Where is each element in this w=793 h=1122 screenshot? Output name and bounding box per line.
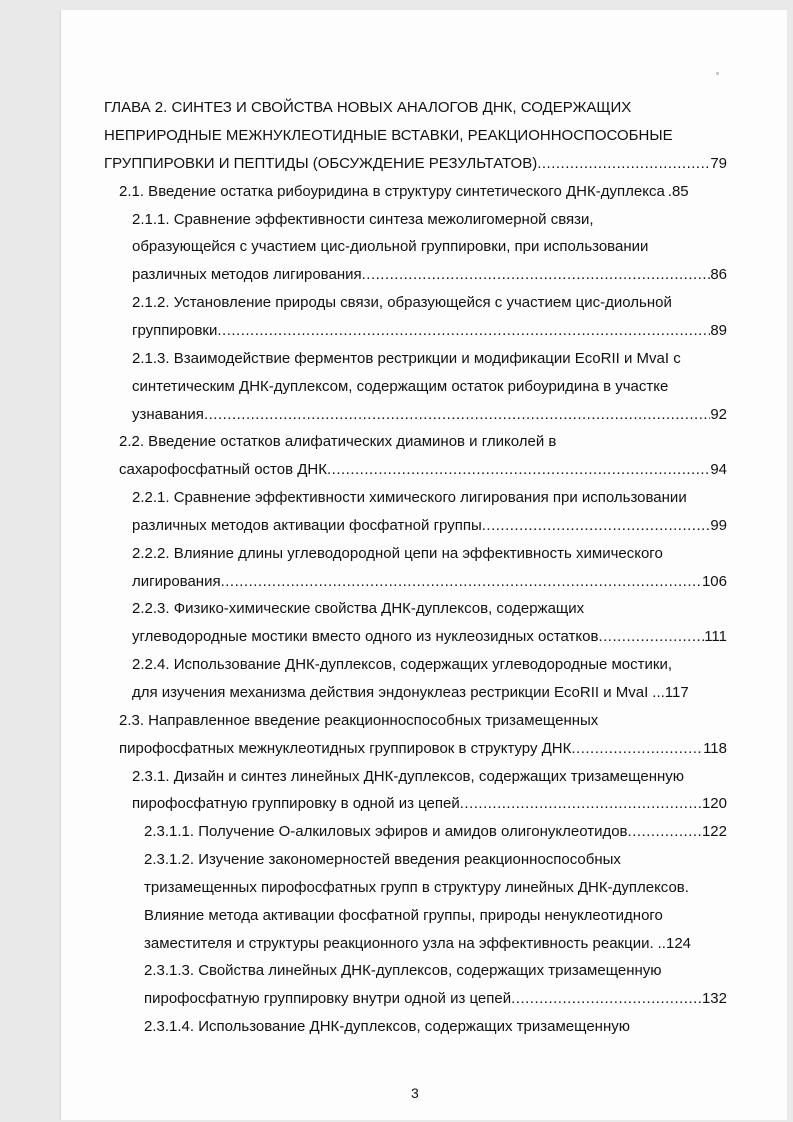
toc-entry-2-2-1[interactable]: [132, 516, 727, 536]
toc-entry-2-2-3-line1: 2.2.3. Физико-химические свойства ДНК-дуплексов, содержащих: [132, 600, 585, 617]
toc-entry-2-3-1-3-line1: 2.3.1.3. Свойства линейных ДНК-дуплексов, содержащих тризамещенную: [144, 962, 662, 979]
toc-entry-page: ...117: [652, 684, 689, 701]
toc-entry-2-2-1-line1: 2.2.1. Сравнение эффективности химического лигирования при использовании: [132, 489, 687, 506]
toc-entry-page: 86: [710, 266, 727, 283]
toc-entry-page: ..124: [657, 935, 692, 952]
toc-entry-page: 92: [710, 406, 727, 423]
toc-entry-page: 79: [710, 155, 727, 172]
toc-entry-title: различных методов активации фосфатной группы: [132, 517, 482, 534]
dot-leader: [482, 516, 711, 536]
toc-entry-title: узнавания: [132, 406, 204, 423]
toc-entry-2-1-1-line2: образующейся с участием цис-диольной группировки, при использовании: [132, 238, 649, 255]
toc-entry-page: 94: [710, 461, 727, 478]
toc-entry-title: для изучения механизма действия эндонуклеаз рестрикции EcoRII и MvaI: [132, 684, 649, 701]
dot-leader: [628, 822, 702, 842]
toc-entry-page: 120: [701, 795, 727, 812]
toc-entry-2-3-1[interactable]: [132, 794, 727, 814]
dot-leader: [571, 739, 703, 759]
toc-chapter-line1: ГЛАВА 2. СИНТЕЗ И СВОЙСТВА НОВЫХ АНАЛОГОВ ДНК, СОДЕРЖАЩИХ: [104, 99, 632, 116]
dot-leader: [204, 405, 710, 425]
document-page: [60, 10, 787, 1120]
dot-leader: [537, 154, 710, 174]
toc-entry-2-2-2[interactable]: [132, 572, 727, 592]
dot-leader: [598, 627, 704, 647]
toc-entry-title: ГРУППИРОВКИ И ПЕПТИДЫ (ОБСУЖДЕНИЕ РЕЗУЛЬТАТОВ): [104, 155, 538, 172]
toc-entry-title: сахарофосфатный остов ДНК: [119, 461, 327, 478]
toc-entry-2-1-3-line2: синтетическим ДНК-дуплексом, содержащим остаток рибоуридина в участке: [132, 378, 669, 395]
toc-entry-page: .85: [667, 183, 689, 200]
page-number: 3: [411, 1085, 419, 1101]
toc-entry-2-3-1-2-line3: Влияние метода активации фосфатной группы, природы ненуклеотидного: [144, 907, 663, 924]
toc-entry-2-1[interactable]: [119, 182, 727, 202]
toc-entry-page: 89: [710, 322, 727, 339]
toc-entry-title: группировки: [132, 322, 218, 339]
toc-entry-title: пирофосфатных межнуклеотидных группировок в структуру ДНК: [119, 740, 572, 757]
toc-entry-2-3[interactable]: [119, 739, 727, 759]
toc-entry-2-3-1-3[interactable]: [144, 989, 727, 1009]
toc-entry-page: 122: [701, 823, 727, 840]
scan-speck: [716, 72, 719, 75]
toc-entry-page: 106: [701, 573, 727, 590]
toc-entry-2-2-4-line1: 2.2.4. Использование ДНК-дуплексов, содержащих углеводородные мостики,: [132, 656, 673, 673]
toc-entry-title: заместителя и структуры реакционного узла на эффективность реакции.: [144, 935, 654, 952]
toc-entry-2-3-1-1[interactable]: [144, 822, 727, 842]
toc-entry-2-1-3-line1: 2.1.3. Взаимодействие ферментов рестрикции и модификации EcoRII и MvaI с: [132, 350, 681, 367]
toc-chapter-line2: НЕПРИРОДНЫЕ МЕЖНУКЛЕОТИДНЫЕ ВСТАВКИ, РЕАКЦИОННОСПОСОБНЫЕ: [104, 127, 673, 144]
toc-entry-title: 2.1. Введение остатка рибоуридина в структуру синтетического ДНК-дуплекса: [119, 183, 665, 200]
toc-entry-2-2-2-line1: 2.2.2. Влияние длины углеводородной цепи на эффективность химического: [132, 545, 663, 562]
toc-entry-2-3-1-2-line2: тризамещенных пирофосфатных групп в структуру линейных ДНК-дуплексов.: [144, 879, 689, 896]
toc-entry-2-1-3[interactable]: [132, 405, 727, 425]
toc-entry-2-3-1-2[interactable]: [144, 934, 727, 954]
toc-entry-page: 111: [704, 628, 727, 645]
toc-entry-chapter-2[interactable]: [104, 154, 727, 174]
toc-entry-2-3-1-4-line1: 2.3.1.4. Использование ДНК-дуплексов, содержащих тризамещенную: [144, 1018, 630, 1035]
toc-entry-2-2[interactable]: [119, 460, 727, 480]
toc-entry-2-2-3[interactable]: [132, 627, 727, 647]
toc-entry-2-2-4[interactable]: [132, 683, 727, 703]
toc-entry-2-3-1-2-line1: 2.3.1.2. Изучение закономерностей введения реакционноспособных: [144, 851, 621, 868]
toc-entry-title: углеводородные мостики вместо одного из нуклеозидных остатков: [132, 628, 599, 645]
toc-entry-2-3-1-line1: 2.3.1. Дизайн и синтез линейных ДНК-дуплексов, содержащих тризамещенную: [132, 768, 685, 785]
dot-leader: [362, 265, 711, 285]
dot-leader: [460, 794, 702, 814]
toc-entry-2-1-1-line1: 2.1.1. Сравнение эффективности синтеза межолигомерной связи,: [132, 211, 594, 228]
toc-entry-title: различных методов лигирования: [132, 266, 362, 283]
toc-entry-title: лигирования: [132, 573, 221, 590]
toc-entry-page: 118: [703, 740, 727, 757]
toc-entry-2-3-line1: 2.3. Направленное введение реакционноспособных тризамещенных: [119, 712, 599, 729]
toc-entry-title: пирофосфатную группировку в одной из цепей: [132, 795, 460, 812]
toc-entry-title: 2.3.1.1. Получение O-алкиловых эфиров и амидов олигонуклеотидов: [144, 823, 628, 840]
toc-entry-2-1-2-line1: 2.1.2. Установление природы связи, образующейся с участием цис-диольной: [132, 294, 672, 311]
toc-entry-2-2-line1: 2.2. Введение остатков алифатических диаминов и гликолей в: [119, 433, 557, 450]
toc-entry-2-1-2[interactable]: [132, 321, 727, 341]
toc-entry-2-1-1[interactable]: [132, 265, 727, 285]
toc-entry-page: 132: [701, 990, 727, 1007]
toc-entry-title: пирофосфатную группировку внутри одной из цепей: [144, 990, 512, 1007]
dot-leader: [511, 989, 702, 1009]
toc-entry-page: 99: [710, 517, 727, 534]
dot-leader: [217, 321, 710, 341]
dot-leader: [327, 460, 710, 480]
dot-leader: [221, 572, 702, 592]
